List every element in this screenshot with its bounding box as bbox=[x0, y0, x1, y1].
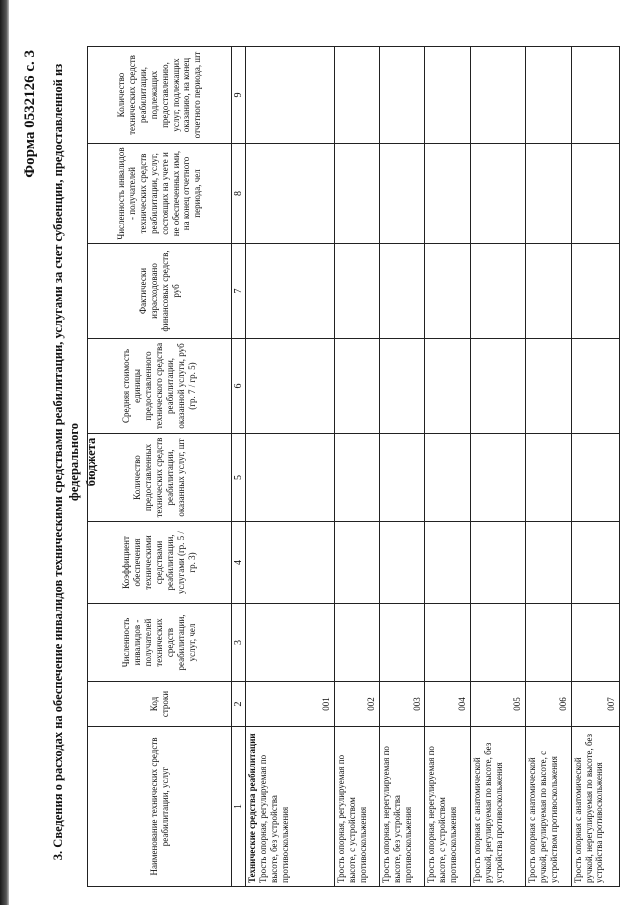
data-cell[interactable] bbox=[380, 522, 425, 604]
data-cell[interactable] bbox=[334, 47, 379, 144]
column-number: 2 bbox=[232, 682, 246, 727]
column-number: 4 bbox=[232, 522, 246, 604]
data-cell[interactable] bbox=[571, 604, 619, 682]
header-cell: Наименование технических средств реабилитации, услуг bbox=[88, 727, 232, 887]
column-number: 1 bbox=[232, 727, 246, 887]
data-cell[interactable] bbox=[246, 339, 335, 434]
data-cell[interactable] bbox=[470, 522, 525, 604]
data-cell[interactable] bbox=[470, 144, 525, 244]
data-cell[interactable] bbox=[334, 144, 379, 244]
data-cell[interactable] bbox=[470, 339, 525, 434]
data-cell[interactable] bbox=[571, 339, 619, 434]
row-name: Трость опорная с анатомической ручкой, регулируемая по высоте, без устройства противоскольжения bbox=[470, 727, 525, 887]
data-cell[interactable] bbox=[380, 244, 425, 339]
data-cell[interactable] bbox=[470, 244, 525, 339]
data-cell[interactable] bbox=[470, 47, 525, 144]
row-code: 002 bbox=[334, 682, 379, 727]
data-cell[interactable] bbox=[526, 244, 571, 339]
data-cell[interactable] bbox=[571, 144, 619, 244]
data-cell[interactable] bbox=[334, 604, 379, 682]
table-row bbox=[470, 47, 525, 887]
column-number: 9 bbox=[232, 47, 246, 144]
data-cell[interactable] bbox=[526, 604, 571, 682]
scan-edge bbox=[0, 0, 9, 905]
header-cell: Численность инвалидов - получателей технических средств реабилитации, услуг, чел bbox=[88, 604, 232, 682]
data-cell[interactable] bbox=[246, 434, 335, 522]
data-cell[interactable] bbox=[380, 604, 425, 682]
data-cell[interactable] bbox=[526, 434, 571, 522]
data-cell[interactable] bbox=[571, 434, 619, 522]
row-code: 005 bbox=[470, 682, 525, 727]
expenses-table bbox=[87, 46, 620, 887]
data-cell[interactable] bbox=[246, 144, 335, 244]
data-cell[interactable] bbox=[334, 434, 379, 522]
column-number: 7 bbox=[232, 244, 246, 339]
data-cell[interactable] bbox=[334, 244, 379, 339]
data-cell[interactable] bbox=[425, 339, 470, 434]
data-cell[interactable] bbox=[470, 604, 525, 682]
column-number: 3 bbox=[232, 604, 246, 682]
data-cell[interactable] bbox=[425, 604, 470, 682]
table-row bbox=[571, 47, 619, 887]
data-cell[interactable] bbox=[380, 47, 425, 144]
data-cell[interactable] bbox=[380, 434, 425, 522]
data-cell[interactable] bbox=[425, 47, 470, 144]
data-cell[interactable] bbox=[380, 339, 425, 434]
data-cell[interactable] bbox=[380, 144, 425, 244]
rotated-form bbox=[20, 32, 630, 892]
row-code: 004 bbox=[425, 682, 470, 727]
form-code: Форма 0532126 с. 3 bbox=[22, 50, 38, 178]
row-name: Трость опорная, нерегулируемая по высоте, с устройством противоскольжения bbox=[425, 727, 470, 887]
data-cell[interactable] bbox=[334, 339, 379, 434]
data-cell[interactable] bbox=[425, 434, 470, 522]
data-cell[interactable] bbox=[246, 47, 335, 144]
row-name-cell bbox=[246, 727, 335, 887]
header-cell: Коэффициент обеспечения техническими средствами реабилитации, услугами (гр. 5 / гр. 3) bbox=[88, 522, 232, 604]
data-cell[interactable] bbox=[246, 604, 335, 682]
header-cell: Численность инвалидов - получателей технических средств реабилитации, услуг, состоящих на учете и не обеспеченных ими, на конец отчетного периода, чел bbox=[88, 144, 232, 244]
data-cell[interactable] bbox=[425, 144, 470, 244]
data-cell[interactable] bbox=[470, 434, 525, 522]
title-line: 3. Сведения о расходах на обеспечение инвалидов техническими средствами реабилитации, услугами за счет субвенции, предоставленной из федерального bbox=[51, 63, 82, 861]
column-number-row bbox=[232, 47, 246, 887]
data-cell[interactable] bbox=[334, 522, 379, 604]
header-cell: Количество предоставленных технических средств реабилитации, оказанных услуг, шт bbox=[88, 434, 232, 522]
column-number: 8 bbox=[232, 144, 246, 244]
data-cell[interactable] bbox=[571, 47, 619, 144]
data-cell[interactable] bbox=[526, 144, 571, 244]
header-cell: Код строки bbox=[88, 682, 232, 727]
data-cell[interactable] bbox=[425, 244, 470, 339]
table-row bbox=[526, 47, 571, 887]
title-line: бюджета bbox=[83, 437, 98, 487]
column-number: 6 bbox=[232, 339, 246, 434]
data-cell[interactable] bbox=[246, 244, 335, 339]
row-code: 001 bbox=[246, 682, 335, 727]
row-name: Трость опорная с анатомической ручкой, регулируемая по высоте, с устройством противоскольжения bbox=[526, 727, 571, 887]
row-name: Трость опорная, нерегулируемая по высоте, без устройства противоскольжения bbox=[380, 727, 425, 887]
data-cell[interactable] bbox=[526, 47, 571, 144]
data-cell[interactable] bbox=[246, 522, 335, 604]
row-name: Трость опорная, регулируемая по высоте, с устройством противоскольжения bbox=[334, 727, 379, 887]
table-row bbox=[380, 47, 425, 887]
data-cell[interactable] bbox=[425, 522, 470, 604]
section-heading: Технические средства реабилитации bbox=[247, 733, 258, 883]
header-cell: Количество технических средств реабилитации, подлежащих предоставлению, услуг, подлежащих оказанию, на конец отчетного периода, шт bbox=[88, 47, 232, 144]
header-cell: Средняя стоимость единицы предоставленного технического средства реабилитации, оказанной услуги, руб (гр. 7 / гр. 5) bbox=[88, 339, 232, 434]
row-code: 007 bbox=[571, 682, 619, 727]
data-cell[interactable] bbox=[571, 244, 619, 339]
column-number: 5 bbox=[232, 434, 246, 522]
data-cell[interactable] bbox=[526, 522, 571, 604]
header-cell: Фактически израсходовано финансовых средств, руб bbox=[88, 244, 232, 339]
table-row bbox=[246, 47, 335, 887]
table-row bbox=[334, 47, 379, 887]
row-code: 006 bbox=[526, 682, 571, 727]
row-name: Трость опорная, регулируемая по высоте, без устройства противоскольжения bbox=[258, 754, 291, 883]
header-row bbox=[88, 47, 232, 887]
data-cell[interactable] bbox=[571, 522, 619, 604]
table-row bbox=[425, 47, 470, 887]
data-cell[interactable] bbox=[526, 339, 571, 434]
row-code: 003 bbox=[380, 682, 425, 727]
row-name: Трость опорная с анатомической ручкой, нерегулируемая по высоте, без устройства противоскольжения bbox=[571, 727, 619, 887]
